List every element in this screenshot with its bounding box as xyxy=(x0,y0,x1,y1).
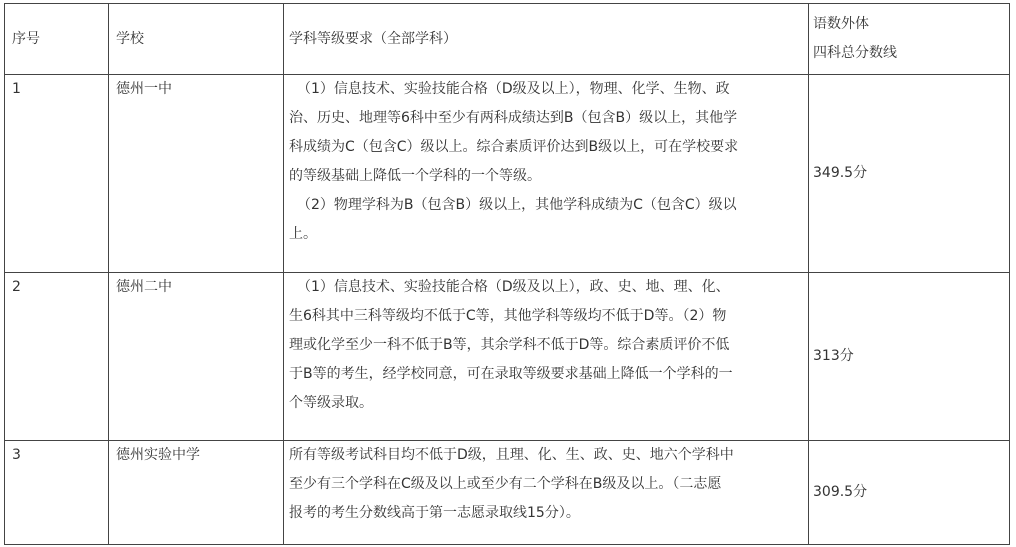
cell-school xyxy=(109,441,284,545)
header-score-line1: 语数外体 xyxy=(813,16,869,32)
table-row xyxy=(5,75,1010,273)
cell-no xyxy=(5,441,109,545)
requirement-line: （1）信息技术、实验技能合格（D级及以上），物理、化学、生物、政 xyxy=(297,81,730,97)
requirement-line: （1）信息技术、实验技能合格（D级及以上），政、史、地、理、化、 xyxy=(297,279,730,295)
requirement-line: 于B等的考生，经学校同意，可在录取等级要求基础上降低一个学科的一 xyxy=(289,366,733,382)
header-requirement xyxy=(284,4,809,75)
row-no: 2 xyxy=(12,279,21,295)
header-school xyxy=(109,4,284,75)
requirement-line: 生6科其中三科等级均不低于C等，其他学科等级均不低于D等。（2）物 xyxy=(289,308,727,324)
requirement-line: 报考的考生分数线高于第一志愿录取线15分）。 xyxy=(289,505,580,521)
score-value: 313分 xyxy=(813,348,854,364)
row-no: 3 xyxy=(12,447,21,463)
cell-no xyxy=(5,273,109,441)
school-name: 德州实验中学 xyxy=(116,447,200,463)
cell-requirement xyxy=(284,75,809,273)
table-row xyxy=(5,441,1010,545)
cell-score xyxy=(809,441,1010,545)
requirement-line: （2）物理学科为B（包含B）级以上，其他学科成绩为C（包含C）级以 xyxy=(297,197,737,213)
requirement-line: 个等级录取。 xyxy=(289,395,373,411)
header-school-text: 学校 xyxy=(116,30,144,47)
cell-score xyxy=(809,273,1010,441)
score-value: 349.5分 xyxy=(813,165,868,181)
requirement-line: 所有等级考试科目均不低于D级，且理、化、生、政、史、地六个学科中 xyxy=(289,447,734,463)
cell-school xyxy=(109,273,284,441)
header-no-text: 序号 xyxy=(12,30,40,47)
cell-requirement xyxy=(284,441,809,545)
header-no xyxy=(5,4,109,75)
school-name: 德州二中 xyxy=(116,279,172,295)
row-no: 1 xyxy=(12,81,21,97)
requirement-line: 科成绩为C（包含C）级以上。综合素质评价达到B级以上，可在学校要求 xyxy=(289,139,739,155)
cell-requirement xyxy=(284,273,809,441)
requirement-line: 的等级基础上降低一个学科的一个等级。 xyxy=(289,168,541,184)
requirement-line: 理或化学至少一科不低于B等，其余学科不低于D等。综合素质评价不低 xyxy=(289,337,730,353)
cell-no xyxy=(5,75,109,273)
requirement-line: 上。 xyxy=(289,226,317,242)
requirement-line: 至少有三个学科在C级及以上或至少有二个学科在B级及以上。（二志愿 xyxy=(289,476,722,492)
header-requirement-text: 学科等级要求（全部学科） xyxy=(289,30,457,47)
header-score xyxy=(809,4,1010,75)
requirement-line: 治、历史、地理等6科中至少有两科成绩达到B（包含B）级以上，其他学 xyxy=(289,110,738,126)
table-row xyxy=(5,273,1010,441)
cell-score xyxy=(809,75,1010,273)
cell-school xyxy=(109,75,284,273)
admission-requirements-table xyxy=(4,3,1010,545)
table-header-row xyxy=(5,4,1010,75)
score-value: 309.5分 xyxy=(813,484,868,500)
school-name: 德州一中 xyxy=(116,81,172,97)
header-score-line2: 四科总分数线 xyxy=(813,45,897,61)
